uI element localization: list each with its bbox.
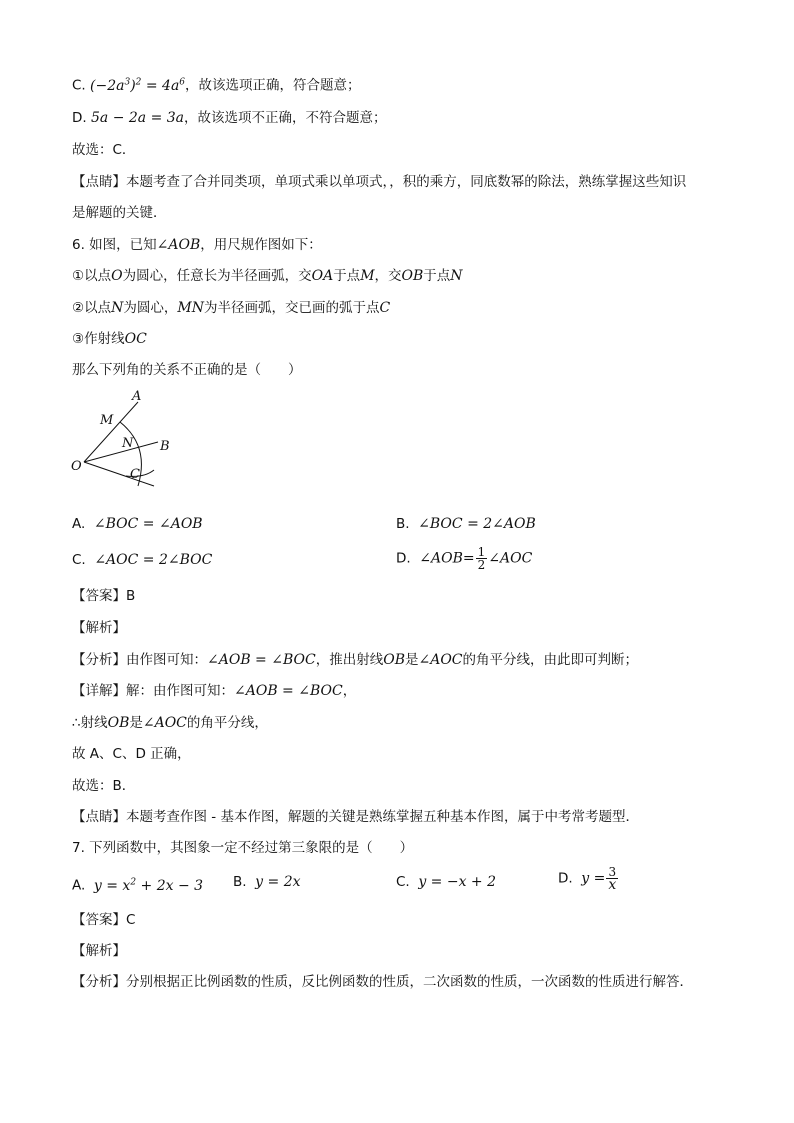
q6-correct: 故 A、C、D 正确，	[72, 746, 191, 762]
q6-option-a: A. ∠BOC = ∠AOB	[72, 516, 203, 532]
q7-option-c: C. y = −x + 2	[396, 874, 497, 890]
q6-option-d: D. ∠AOB= $\frac{1}{2}$ ∠AOC	[396, 545, 533, 572]
label-o: O	[71, 459, 82, 474]
label-a: A	[132, 389, 142, 404]
prev-option-c-math: $(-2a^3)^2 = 4a^6$	[90, 77, 186, 94]
prev-comment-line1: 【点睛】本题考查了合并同类项，单项式乘以单项式，，积的乘方，同底数幂的除法，熟练掌握这些知识	[72, 174, 687, 190]
q6-stem: 6. 如图，已知∠AOB，用尺规作图如下：	[72, 237, 322, 253]
prev-choice: 故选：C．	[72, 142, 136, 158]
q6-xiangjie: 【详解】解：由作图可知：∠AOB = ∠BOC，	[72, 683, 357, 699]
q7-option-d: D. y = $\frac{3}{x}$	[558, 865, 617, 893]
q6-step3: ③作射线OC	[72, 331, 147, 347]
prev-comment-line2: 是解题的关键．	[72, 205, 167, 221]
label-c: C	[130, 467, 140, 482]
ray-oc	[84, 462, 154, 486]
q6-fenxi: 【分析】由作图可知：∠AOB = ∠BOC，推出射线OB是∠AOC的角平分线，由此即可判断；	[72, 652, 639, 668]
prev-option-d-math: 5a − 2a = 3a	[90, 110, 185, 126]
q6-option-b: B. ∠BOC = 2∠AOB	[396, 516, 536, 532]
q6-choice: 故选：B．	[72, 778, 136, 794]
prev-option-c: C. $(-2a^3)^2 = 4a^6$，故该选项正确，符合题意；	[72, 77, 361, 94]
q6-answer: 【答案】B	[72, 588, 136, 604]
q6-option-c: C. ∠AOC = 2∠BOC	[72, 552, 213, 568]
label-n: N	[122, 436, 134, 451]
q6-comment: 【点睛】本题考查作图 - 基本作图，解题的关键是熟练掌握五种基本作图，属于中考常考题型．	[72, 809, 639, 825]
ray-ob	[84, 442, 158, 462]
q7-answer: 【答案】C	[72, 912, 136, 928]
q7-analysis-tag: 【解析】	[72, 943, 126, 959]
label-b: B	[160, 439, 170, 454]
q7-fenxi: 【分析】分别根据正比例函数的性质，反比例函数的性质，二次函数的性质，一次函数的性质进行解答．	[72, 974, 693, 990]
q6-question: 那么下列角的关系不正确的是（ ）	[72, 362, 302, 378]
q6-construction-figure	[66, 388, 176, 498]
q6-therefore: ∴射线OB是∠AOC的角平分线，	[72, 715, 268, 731]
q6-analysis-tag: 【解析】	[72, 620, 126, 636]
label-m: M	[100, 413, 114, 428]
q7-stem: 7. 下列函数中，其图象一定不经过第三象限的是（ ）	[72, 840, 414, 856]
q7-option-a: A. $y = x^2 + 2x - 3$	[72, 877, 204, 894]
q6-step2: ②以点N为圆心，MN为半径画弧，交已画的弧于点C	[72, 300, 391, 316]
q6-step1: ①以点O为圆心，任意长为半径画弧，交OA于点M，交OB于点N	[72, 268, 463, 284]
q7-option-b: B. y = 2x	[233, 874, 301, 890]
prev-option-d: D. 5a − 2a = 3a，故该选项不正确，不符合题意；	[72, 110, 387, 126]
